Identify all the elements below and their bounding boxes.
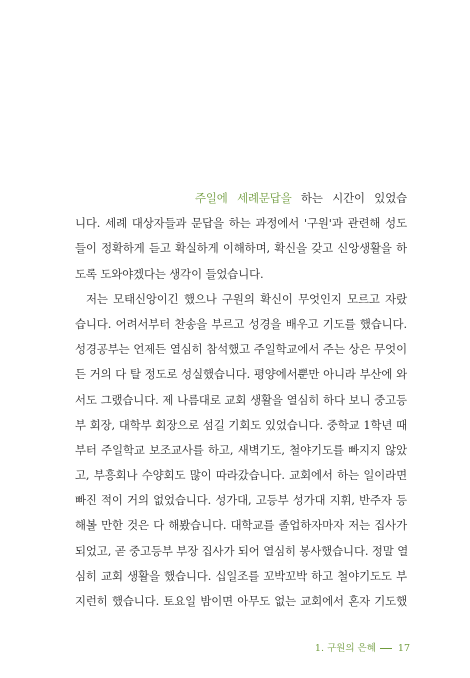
paragraph-line: 저는 모태신앙이긴 했으나 구원의 확신이 무엇인지 모르고 자랐 [86,291,407,306]
highlighted-phrase: 주일에 세례문답을 [195,191,292,205]
paragraph-line: 부터 주일학교 보조교사를 하고, 새벽기도, 철야기도를 빠지지 않았 [75,442,407,457]
paragraph-line: 고, 부흥회나 수양회도 많이 따라갔습니다. 교회에서 하는 일이라면 [75,468,407,483]
footer-divider [380,648,392,649]
paragraph-line: 든 거의 다 탈 정도로 성실했습니다. 평양에서뿐만 아니라 부산에 와 [75,367,407,382]
paragraph-line: 성경공부는 언제든 열심히 참석했고 주일학교에서 주는 상은 무엇이 [75,342,407,357]
paragraph-line: 부 회장, 대학부 회장으로 섬길 기회도 있었습니다. 중학교 1학년 때 [75,417,407,432]
paragraph-line: 도록 도와야겠다는 생각이 들었습니다. [75,266,264,281]
paragraph-line: 심히 교회 생활을 했습니다. 십일조를 꼬박꼬박 하고 철야기도도 부 [75,568,407,583]
paragraph-line: 지런히 했습니다. 토요일 밤이면 아무도 없는 교회에서 혼자 기도했 [75,594,407,608]
chapter-title: 1. 구원의 은혜 [314,643,376,654]
paragraph-line: 빠진 적이 거의 없었습니다. 성가대, 고등부 성가대 지휘, 반주자 등 [75,493,407,508]
paragraph-line: 니다. 세례 대상자들과 문답을 하는 과정에서 '구원'과 관련해 성도 [75,216,407,231]
paragraph-line: 습니다. 어려서부터 찬송을 부르고 성경을 배우고 기도를 했습니다. [75,316,407,331]
body-text [75,186,407,614]
page-footer [300,641,410,657]
page-number: 17 [397,643,410,654]
paragraph-line: 되었고, 곧 중고등부 부장 집사가 되어 열심히 봉사했습니다. 정말 열 [75,543,409,558]
paragraph-line: 들이 정확하게 듣고 확실하게 이해하며, 확신을 갖고 신앙생활을 하 [75,241,407,256]
paragraph-line: 해볼 만한 것은 다 해봤습니다. 대학교를 졸업하자마자 저는 집사가 [75,518,407,533]
paragraph-line [75,186,407,211]
paragraph-line: 서도 그랬습니다. 제 나름대로 교회 생활을 열심히 하다 보니 중고등 [75,392,407,407]
line-text: 하는 시간이 있었습 [291,191,408,205]
